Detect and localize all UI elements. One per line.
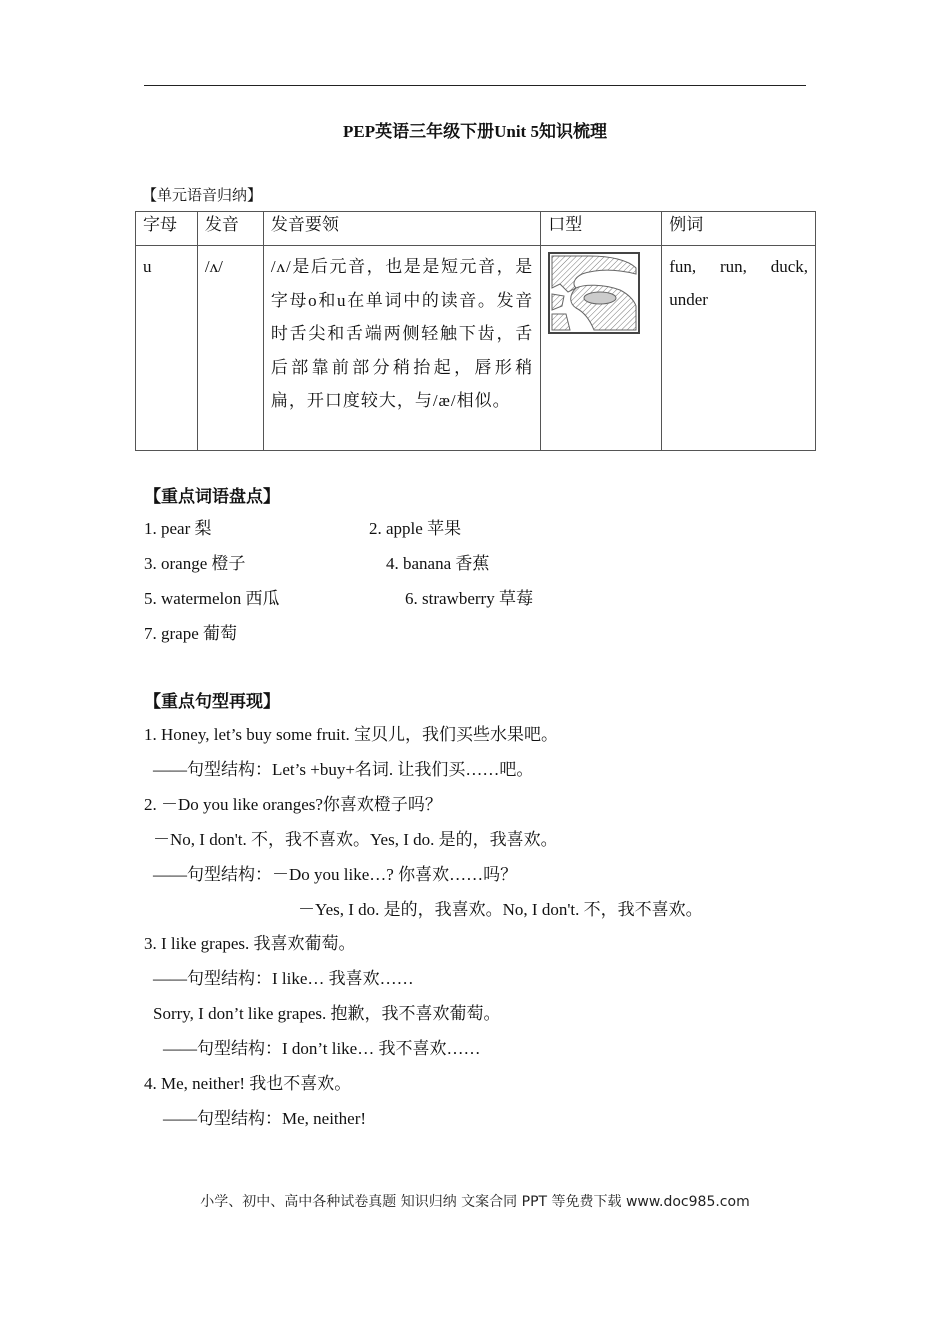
sentence-line-9: Sorry, I don’t like grapes. 抱歉，我不喜欢葡萄。 — [153, 1004, 501, 1023]
sentence-line-2: ——句型结构：Let’s +buy+名词. 让我们买……吧。 — [153, 760, 534, 779]
sentence-line-4: －No, I don't. 不，我不喜欢。Yes, I do. 是的，我喜欢。 — [153, 830, 558, 849]
sentence-line-6: －Yes, I do. 是的，我喜欢。No, I don't. 不，我不喜欢。 — [298, 900, 703, 919]
top-rule — [144, 85, 806, 86]
word-item-4: 4. banana 香蕉 — [386, 554, 490, 573]
word-item-7: 7. grape 葡萄 — [144, 624, 238, 643]
header-mouth-shape: 口型 — [541, 212, 662, 246]
header-letter: 字母 — [136, 212, 198, 246]
page-title: PEP英语三年级下册Unit 5知识梳理 — [343, 122, 607, 141]
phonics-table — [135, 211, 816, 451]
phonics-section-label: 【单元语音归纳】 — [142, 188, 263, 204]
word-item-6: 6. strawberry 草莓 — [405, 589, 533, 608]
sentences-section-label: 【重点句型再现】 — [144, 692, 280, 711]
words-section-label: 【重点词语盘点】 — [144, 487, 280, 506]
sentence-line-3: 2. －Do you like oranges?你喜欢橙子吗？ — [144, 795, 442, 814]
header-sound: 发音 — [197, 212, 263, 246]
word-item-1: 1. pear 梨 — [144, 519, 212, 538]
word-item-3: 3. orange 橙子 — [144, 554, 246, 573]
sentence-line-5: ——句型结构：－Do you like…? 你喜欢……吗？ — [153, 865, 518, 884]
phonics-table-row — [136, 246, 816, 451]
sentence-line-10: ——句型结构：I don’t like… 我不喜欢…… — [163, 1039, 481, 1058]
cell-mouth-shape — [541, 246, 662, 451]
word-item-2: 2. apple 苹果 — [369, 519, 462, 538]
phonics-table-header — [136, 212, 816, 246]
footer-text: 小学、初中、高中各种试卷真题 知识归纳 文案合同 PPT 等免费下载 www.doc985.com — [200, 1194, 750, 1210]
pronunciation-description: /ʌ/是后元音，也是是短元音，是字母o和u在单词中的读音。发音时舌尖和舌端两侧轻触下齿，舌后部靠前部分稍抬起，唇形稍扁，开口度较大，与/æ/相似。 — [270, 257, 534, 410]
header-examples: 例词 — [662, 212, 816, 246]
sentence-line-8: ——句型结构：I like… 我喜欢…… — [153, 969, 414, 988]
cell-letter: u — [136, 246, 198, 451]
cell-examples — [662, 246, 816, 451]
cell-description — [263, 246, 540, 451]
sentence-line-1: 1. Honey, let’s buy some fruit. 宝贝儿，我们买些水果吧。 — [144, 725, 558, 744]
example-words-line-2: under — [669, 290, 708, 309]
sentence-line-11: 4. Me, neither! 我也不喜欢。 — [144, 1074, 352, 1093]
cell-sound: /ʌ/ — [197, 246, 263, 451]
mouth-shape-image — [548, 252, 640, 334]
sentence-line-7: 3. I like grapes. 我喜欢葡萄。 — [144, 934, 356, 953]
word-item-5: 5. watermelon 西瓜 — [144, 589, 280, 608]
sentence-line-12: ——句型结构：Me, neither! — [163, 1109, 367, 1128]
example-words-line-1: fun, run, duck, — [669, 257, 808, 276]
header-description: 发音要领 — [263, 212, 540, 246]
